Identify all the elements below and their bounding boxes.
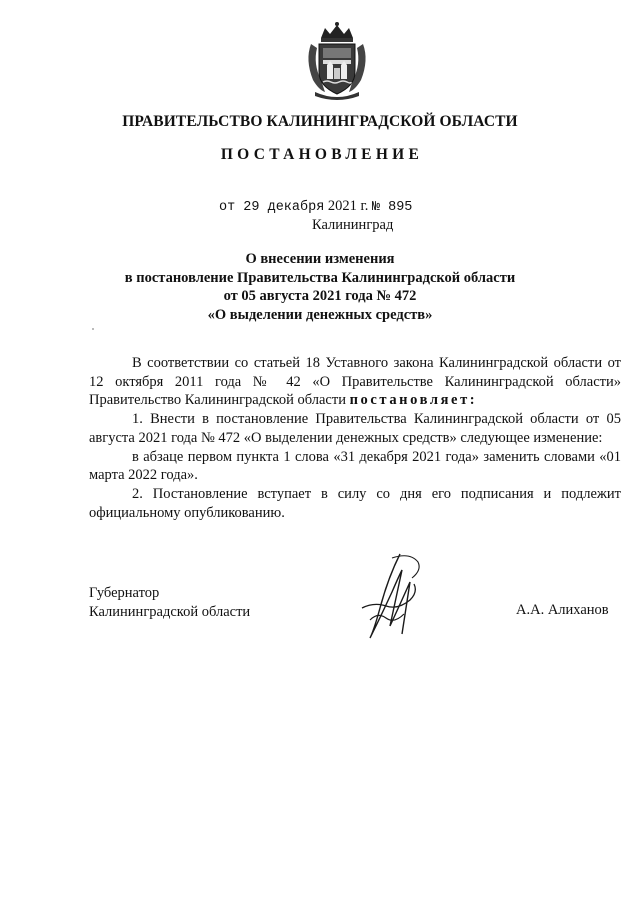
title-line: от 05 августа 2021 года № 472 — [223, 288, 417, 304]
document-type-heading: ПОСТАНОВЛЕНИЕ — [220, 146, 424, 163]
signatory-position — [89, 584, 250, 621]
document-body — [89, 354, 621, 522]
coat-of-arms-emblem — [301, 20, 373, 100]
title-line: «О выделении денежных средств» — [207, 306, 433, 323]
title-line: в постановление Правительства Калининградской области — [124, 269, 516, 286]
scan-speck — [92, 328, 94, 330]
item-1-detail-paragraph: в абзаце первом пункта 1 слова «31 декабря 2021 года» заменить словами «01 марта 2022 года». — [89, 448, 621, 484]
decree-word: постановляет: — [349, 392, 478, 409]
preamble-paragraph — [89, 354, 621, 410]
government-heading: ПРАВИТЕЛЬСТВО КАЛИНИНГРАДСКОЙ ОБЛАСТИ — [122, 113, 518, 130]
document-number: № 895 — [371, 200, 413, 215]
handwritten-signature — [340, 548, 440, 648]
item-2-paragraph: 2. Постановление вступает в силу со дня его подписания и подлежит официальному опубликованию. — [89, 485, 621, 521]
position-line: Калининградской области — [89, 603, 251, 620]
signatory-name: А.А. Алиханов — [516, 602, 609, 618]
document-title — [0, 250, 640, 324]
position-line: Губернатор — [89, 585, 160, 601]
title-line: О внесении изменения — [245, 251, 395, 267]
item-1-paragraph: 1. Внести в постановление Правительства Калининградской области от 05 августа 2021 года № 472 «О выделении денежных средств» следующее изменение: — [89, 411, 621, 446]
document-city: Калининград — [312, 217, 394, 233]
preamble-text: В соответствии со статьей 18 Уставного закона Калининградской области от 12 октября 2011 года № 42 «О Правительстве Калининградской области» Правительство Калининградской области — [89, 355, 621, 409]
document-date: от 29 декабря — [219, 200, 325, 215]
document-year: 2021 г. — [327, 198, 369, 214]
document-date-number — [219, 198, 412, 215]
